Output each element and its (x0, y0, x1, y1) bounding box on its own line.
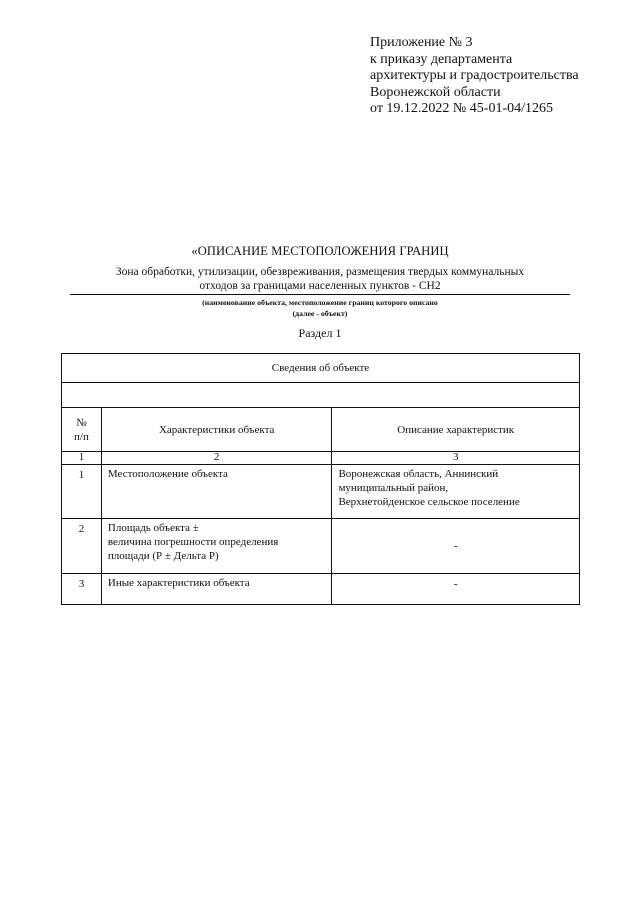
table-blank-row (62, 383, 580, 408)
table-row (62, 574, 580, 605)
header-description: Описание характеристик (332, 408, 580, 452)
section-title: Раздел 1 (298, 326, 342, 340)
appendix-line-1: Приложение № 3 (370, 35, 473, 50)
appendix-line-3: архитектуры и градостроительства (370, 68, 579, 83)
header-characteristics: Характеристики объекта (101, 408, 332, 452)
row-description-line: муниципальный район, (338, 482, 449, 494)
object-name-line-1: Зона обработки, утилизации, обезвреживания, размещения твердых коммунальных (115, 266, 525, 278)
row-characteristic-line: Местоположение объекта (107, 468, 228, 480)
appendix-line-5: от 19.12.2022 № 45-01-04/1265 (370, 101, 554, 116)
object-name-caption (70, 297, 570, 319)
object-info-table (61, 353, 580, 605)
column-number: 1 (62, 452, 102, 465)
document-title-block (70, 244, 570, 340)
row-characteristic-line: величина погрешности определения (107, 536, 279, 548)
object-name-underline (70, 294, 570, 295)
appendix-header (370, 35, 630, 118)
table-header-row (62, 408, 580, 452)
row-characteristic (101, 519, 332, 574)
header-num-line-2: п/п (74, 430, 89, 443)
row-description-line: Воронежская область, Аннинский (338, 468, 499, 480)
row-characteristic (101, 574, 332, 605)
object-name-line-2: отходов за границами населенных пунктов - СН2 (199, 280, 441, 292)
row-characteristic (101, 465, 332, 519)
row-characteristic-line: Иные характеристики объекта (107, 577, 250, 589)
appendix-line-2: к приказу департамента (370, 51, 513, 67)
row-description (332, 465, 580, 519)
header-num-line-1: № (76, 416, 87, 429)
table-row (62, 465, 580, 519)
row-characteristic-line: Площадь объекта ± (107, 522, 199, 534)
object-caption-line-2: (далее - объект) (292, 309, 348, 318)
table-row (62, 519, 580, 574)
appendix-line-4: Воронежской области (370, 84, 501, 100)
row-number: 1 (62, 465, 102, 519)
row-description: - (332, 574, 580, 605)
row-number: 2 (62, 519, 102, 574)
column-number-row (62, 452, 580, 465)
header-num (62, 408, 102, 452)
column-number: 2 (101, 452, 332, 465)
column-number: 3 (332, 452, 580, 465)
row-characteristic-line: площади (Р ± Дельта Р) (107, 550, 219, 562)
table-caption: Сведения об объекте (62, 354, 580, 383)
object-caption-line-1: (наименование объекта, местоположение границ которого описано (202, 298, 438, 307)
document-title: «ОПИСАНИЕ МЕСТОПОЛОЖЕНИЯ ГРАНИЦ (191, 244, 449, 258)
row-description-line: Верхнетойденское сельское поселение (338, 496, 520, 508)
row-description: - (332, 519, 580, 574)
object-name (70, 265, 570, 293)
row-number: 3 (62, 574, 102, 605)
